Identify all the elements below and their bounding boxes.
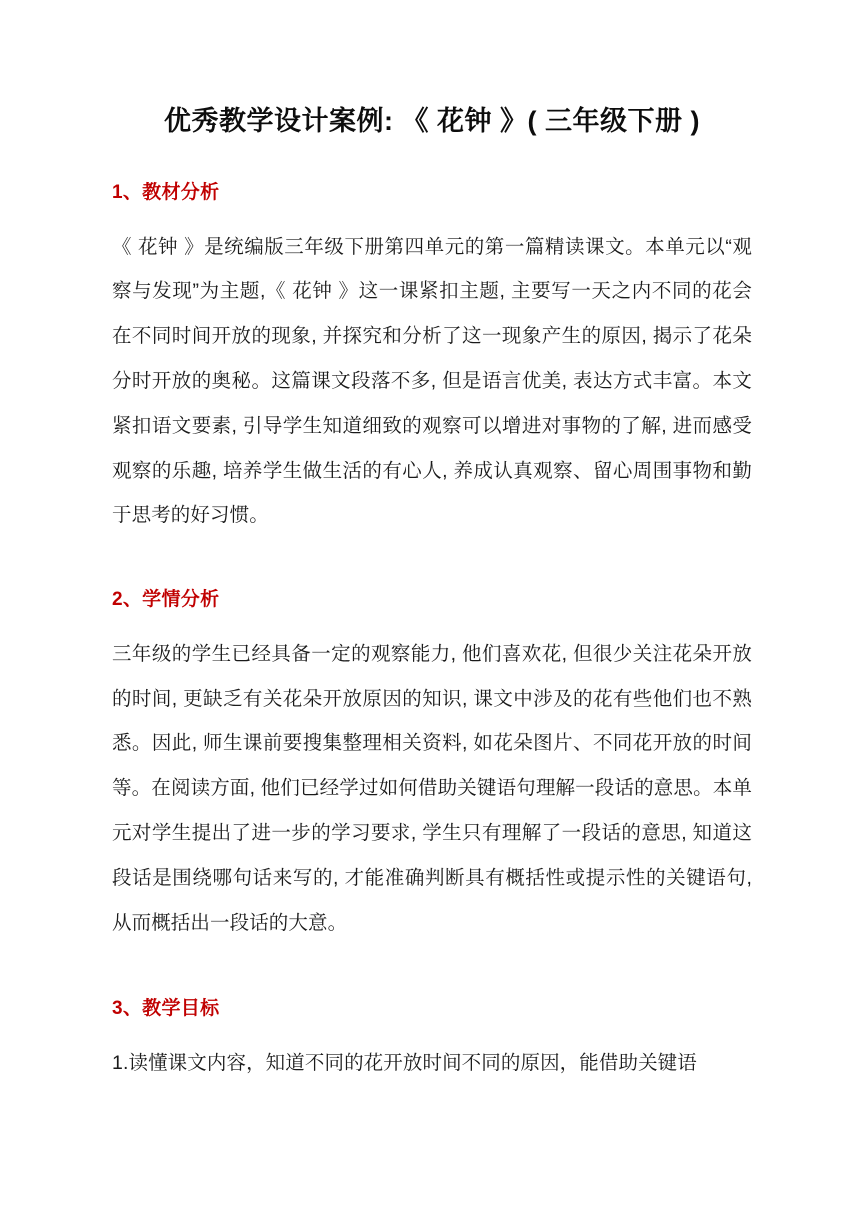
spacer [112,139,752,180]
section-body-teaching-material-analysis: 《 花钟 》是统编版三年级下册第四单元的第一篇精读课文。本单元以“观察与发现”为主题,《 花钟 》这一课紧扣主题, 主要写一天之内不同的花会在不同时间开放的现象, 并探究和分析了这一现象产生的原因, 揭示了花朵分时开放的奥秘。这篇课文段落不多, 但是语言优美, 表达方式丰富。本文紧扣语文要素, 引导学生知道细致的观察可以增进对事物的了解, 进而感受观察的乐趣, 培养学生做生活的有心人, 养成认真观察、留心周围事物和勤于思考的好习惯。 [112,235,752,527]
section-heading-student-situation-analysis: 2、学情分析 [112,589,220,611]
spacer [112,945,752,996]
spacer [112,614,752,632]
section-body-student-situation-analysis: 三年级的学生已经具备一定的观察能力, 他们喜欢花, 但很少关注花朵开放的时间, 更缺乏有关花朵开放原因的知识, 课文中涉及的花有些他们也不熟悉。因此, 师生课前要搜集整理相关资料, 如花朵图片、不同花开放的时间等。在阅读方面, 他们已经学过如何借助关键语句理解一段话的意思。本单元对学生提出了进一步的学习要求, 学生只有理解了一段话的意思, 知道这段话是围绕哪句话来写的, 才能准确判断具有概括性或提示性的关键语句, 从而概括出一段话的大意。 [112,642,752,934]
document-content [112,0,752,1086]
section-heading-teaching-objectives: 3、教学目标 [112,998,220,1020]
section-body-teaching-objectives: 1.读懂课文内容，知道不同的花开放时间不同的原因，能借助关键语 [112,1052,697,1075]
spacer [112,207,752,225]
page-title: 优秀教学设计案例: 《 花钟 》( 三年级下册 ) [164,106,700,136]
spacer [112,538,752,587]
section-heading-teaching-material-analysis: 1、教材分析 [112,182,220,204]
spacer [112,1023,752,1041]
